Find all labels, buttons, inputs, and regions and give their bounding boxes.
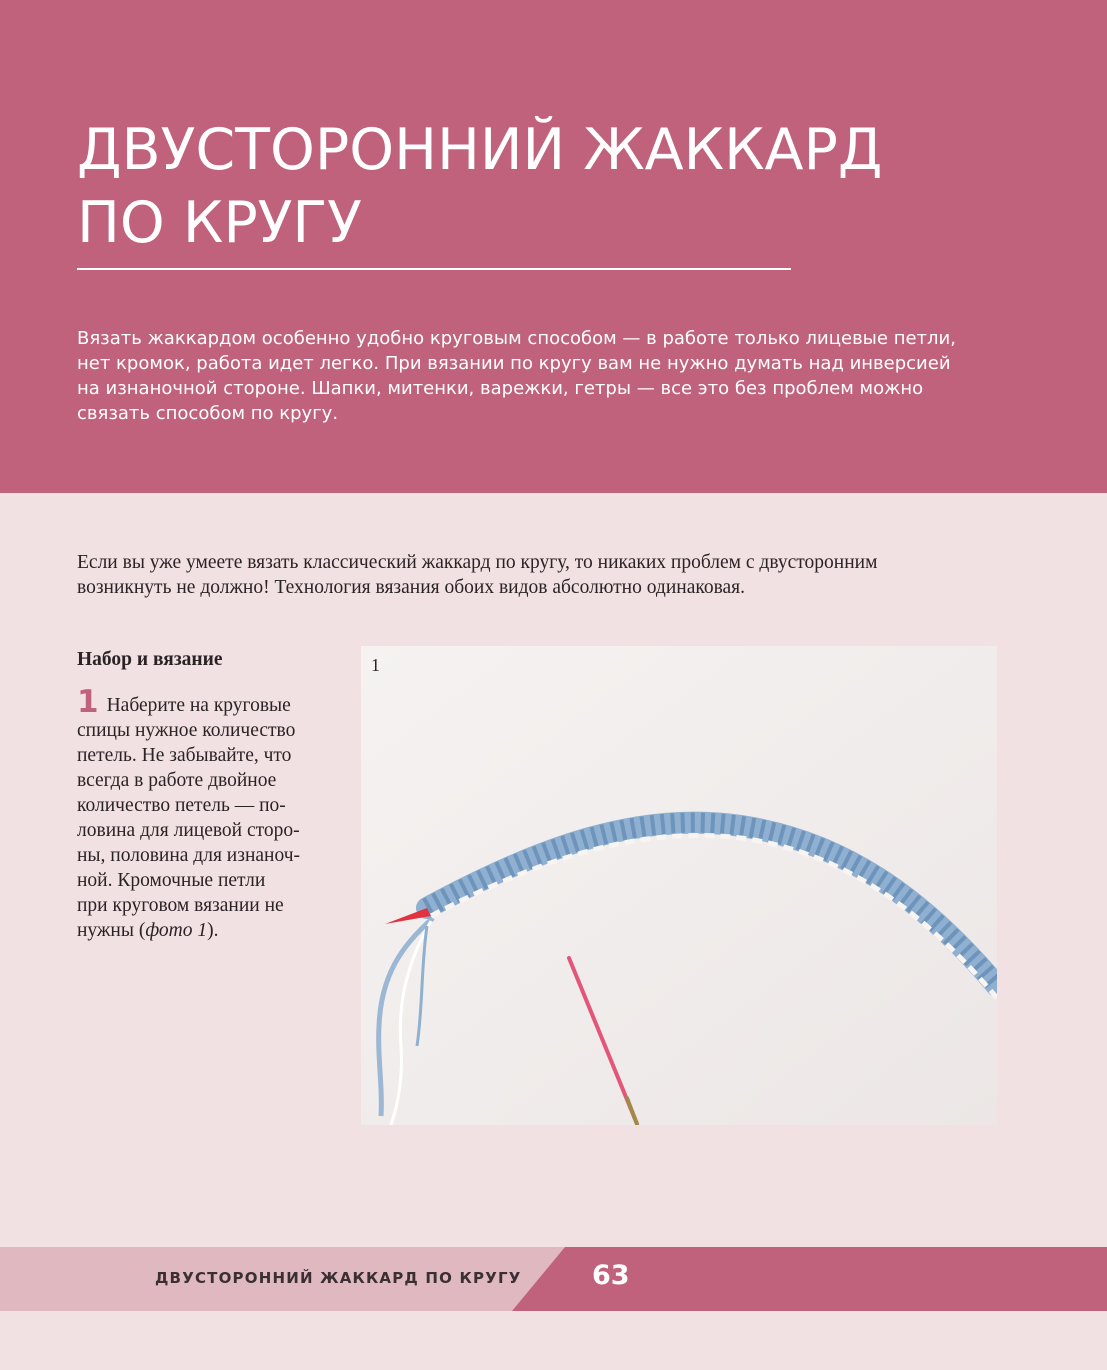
knitting-illustration — [361, 646, 997, 1125]
lead-paragraph — [77, 550, 1037, 600]
step-line: ной. Кромочные петли — [77, 870, 266, 891]
step-last-prefix: нужны ( — [77, 920, 146, 941]
lead-line: Если вы уже умеете вязать классический жаккард по кругу, то никаких проблем с двусторонним — [77, 552, 878, 573]
intro-line: связать способом по кругу. — [77, 403, 339, 424]
page-number: 63 — [592, 1260, 630, 1291]
step-line: всегда в работе двойное — [77, 770, 277, 791]
step-last-suffix: ). — [207, 920, 219, 941]
step-line: петель. Не забывайте, что — [77, 745, 292, 766]
intro-line: нет кромок, работа идет легко. При вязании по кругу вам не нужно думать над инверсией — [77, 353, 951, 374]
page-title — [77, 114, 882, 260]
step-1-text — [77, 684, 357, 943]
photo-label: 1 — [371, 655, 380, 675]
title-line-2: ПО КРУГУ — [77, 190, 362, 256]
step-line: спицы нужное количество — [77, 720, 296, 741]
intro-line: Вязать жаккардом особенно удобно круговым способом — в работе только лицевые петли, — [77, 328, 956, 349]
title-line-1: ДВУСТОРОННИЙ ЖАККАРД — [77, 117, 883, 183]
intro-line: на изнаночной стороне. Шапки, митенки, варежки, гетры — все это без проблем можно — [77, 378, 924, 399]
step-number: 1 — [77, 684, 99, 720]
step-last-line — [77, 918, 357, 943]
intro-paragraph — [77, 326, 1037, 426]
lead-line: возникнуть не должно! Технология вязания обоих видов абсолютно одинаковая. — [77, 577, 746, 598]
step-first-line — [77, 684, 357, 720]
step-line: при круговом вязании не — [77, 895, 284, 916]
step-line: ловина для лицевой сторо- — [77, 820, 300, 841]
running-title: ДВУСТОРОННИЙ ЖАККАРД ПО КРУГУ — [155, 1269, 522, 1287]
step-line: ны, половина для изнаноч- — [77, 845, 301, 866]
step-line: количество петель — по- — [77, 795, 286, 816]
title-divider — [77, 268, 791, 270]
photo-reference: фото 1 — [145, 920, 208, 941]
step-line: Наберите на круговые — [106, 695, 291, 716]
section-heading: Набор и вязание — [77, 649, 223, 670]
knitting-photo — [361, 646, 997, 1125]
header-banner — [0, 0, 1107, 493]
